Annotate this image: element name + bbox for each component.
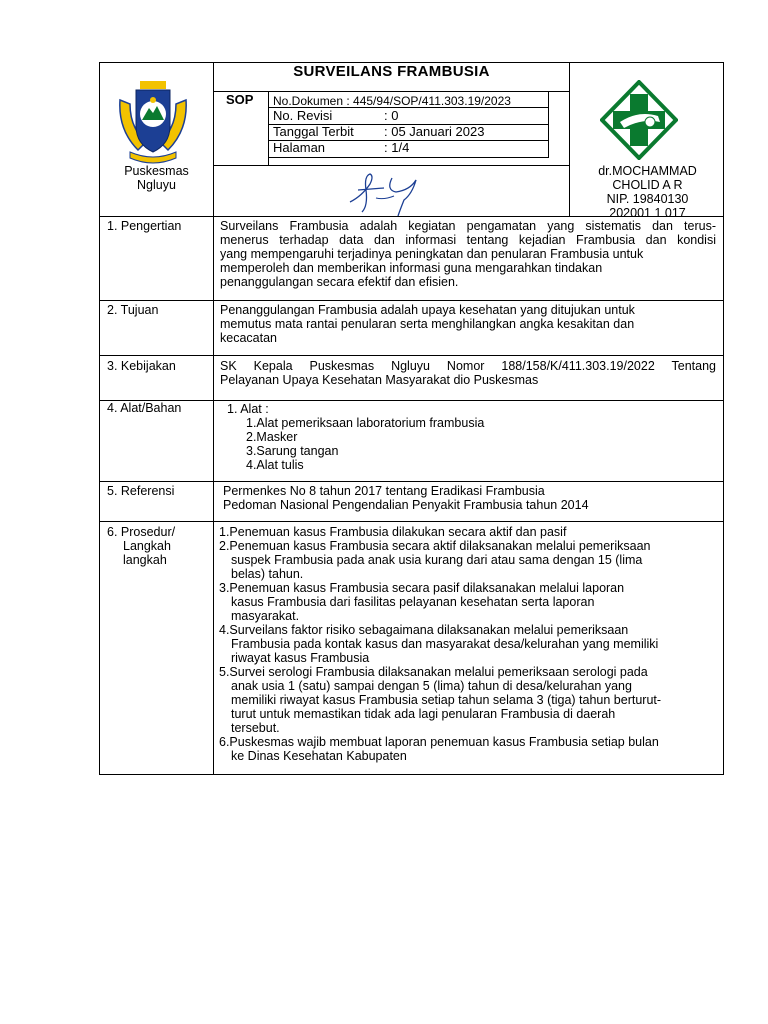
- list-item: suspek Frambusia pada anak usia kurang dari atau sama dengan 15 (lima: [231, 553, 643, 567]
- list-item: 4.Surveilans faktor risiko sebagaimana dilaksanakan melalui pemeriksaan: [219, 623, 629, 637]
- list-item: Frambusia pada kontak kasus dan masyarakat desa/kelurahan yang memiliki: [231, 637, 659, 651]
- text-line: Permenkes No 8 tahun 2017 tentang Eradikasi Frambusia: [223, 484, 545, 498]
- list-item: turut untuk memastikan tidak ada lagi penularan Frambusia di daerah: [231, 707, 616, 721]
- signer-nip: NIP. 19840130: [606, 192, 689, 206]
- section-body-kebijakan: [220, 359, 716, 387]
- text-line: Surveilans Frambusia adalah kegiatan pengamatan yang sistematis dan terus-: [220, 219, 716, 233]
- signature: [340, 166, 430, 216]
- list-item: kasus Frambusia dari fasilitas pelayanan kesehatan serta laporan: [231, 595, 595, 609]
- signer-name: dr.MOCHAMMAD: [598, 164, 697, 178]
- list-item: 1.Alat pemeriksaan laboratorium frambusia: [246, 416, 485, 430]
- org-line-2: Ngluyu: [137, 178, 176, 192]
- section-label-alat-bahan: 4. Alat/Bahan: [107, 401, 182, 415]
- text-line: penanggulangan secara efektif dan efisien.: [220, 275, 459, 289]
- list-item: anak usia 1 (satu) sampai dengan 5 (lima) tahun di desa/kelurahan yang: [231, 679, 632, 693]
- section-body-pengertian: [220, 219, 716, 289]
- list-item: 4.Alat tulis: [246, 458, 304, 472]
- organization-name: [100, 164, 213, 192]
- signer-info: [575, 164, 720, 220]
- section-body-referensi: [223, 484, 719, 512]
- page-label: Halaman: [273, 140, 326, 155]
- puskesmas-cross-logo: [600, 80, 678, 160]
- text-line: Pelayanan Upaya Kesehatan Masyarakat dio Puskesmas: [220, 373, 539, 387]
- org-line-1: Puskesmas: [124, 164, 189, 178]
- signer-name-2: CHOLID A R: [612, 178, 683, 192]
- list-item: belas) tahun.: [231, 567, 304, 581]
- sop-label: SOP: [226, 92, 254, 107]
- revision-label: No. Revisi: [273, 108, 333, 123]
- signer-nip-2: 202001 1 017: [609, 206, 686, 220]
- section-body-tujuan: [220, 303, 716, 345]
- list-item: 5.Survei serologi Frambusia dilaksanakan melalui pemeriksaan serologi pada: [219, 665, 648, 679]
- text-line: menerus terhadap data dan informasi tentang kejadian Frambusia dan kondisi: [220, 233, 716, 247]
- text-line: kecacatan: [220, 331, 277, 345]
- section-label-prosedur: [107, 525, 175, 567]
- section-label-kebijakan: 3. Kebijakan: [107, 359, 176, 373]
- list-item: masyarakat.: [231, 609, 300, 623]
- text-line: Penanggulangan Frambusia adalah upaya kesehatan yang ditujukan untuk: [220, 303, 635, 317]
- label-line: langkah: [123, 553, 167, 567]
- list-item: 2.Masker: [246, 430, 298, 444]
- text-line: memutus mata rantai penularan serta menghilangkan angka kesakitan dan: [220, 317, 635, 331]
- revision-value: : 0: [384, 108, 399, 123]
- list-item: 1. Alat :: [227, 402, 269, 416]
- text-line: SK Kepala Puskesmas Ngluyu Nomor 188/158/K/411.303.19/2022 Tentang: [220, 359, 716, 373]
- section-label-referensi: 5. Referensi: [107, 484, 175, 498]
- label-line: Langkah: [123, 539, 171, 553]
- list-item: 6.Puskesmas wajib membuat laporan penemuan kasus Frambusia setiap bulan: [219, 735, 659, 749]
- list-item: 3.Sarung tangan: [246, 444, 339, 458]
- regency-emblem-logo: [116, 80, 190, 164]
- list-item: 2.Penemuan kasus Frambusia secara aktif dilaksanakan melalui pemeriksaan: [219, 539, 651, 553]
- issue-date-value: : 05 Januari 2023: [384, 124, 485, 139]
- list-item: memiliki riwayat kasus Frambusia setiap tahun selama 3 (tiga) tahun berturut-: [231, 693, 662, 707]
- section-body-prosedur: [219, 525, 719, 763]
- list-item: tersebut.: [231, 721, 280, 735]
- list-item: riwayat kasus Frambusia: [231, 651, 370, 665]
- page-value: : 1/4: [384, 140, 410, 155]
- text-line: Pedoman Nasional Pengendalian Penyakit Frambusia tahun 2014: [223, 498, 589, 512]
- list-item: 3.Penemuan kasus Frambusia secara pasif dilaksanakan melalui laporan: [219, 581, 625, 595]
- section-label-tujuan: 2. Tujuan: [107, 303, 159, 317]
- list-item: ke Dinas Kesehatan Kabupaten: [231, 749, 407, 763]
- issue-date-label: Tanggal Terbit: [273, 124, 354, 139]
- label-line: 6. Prosedur/: [107, 525, 176, 539]
- document-number: No.Dokumen : 445/94/SOP/411.303.19/2023: [273, 94, 511, 108]
- section-label-pengertian: 1. Pengertian: [107, 219, 182, 233]
- page-title: SURVEILANS FRAMBUSIA: [293, 63, 490, 80]
- list-item: 1.Penemuan kasus Frambusia dilakukan secara aktif dan pasif: [219, 525, 567, 539]
- section-body-alat-bahan: [227, 402, 707, 472]
- text-line: yang mempengaruhi terjadinya peningkatan dan penularan Frambusia untuk: [220, 247, 644, 261]
- text-line: memperoleh dan memberikan informasi guna mengarahkan tindakan: [220, 261, 603, 275]
